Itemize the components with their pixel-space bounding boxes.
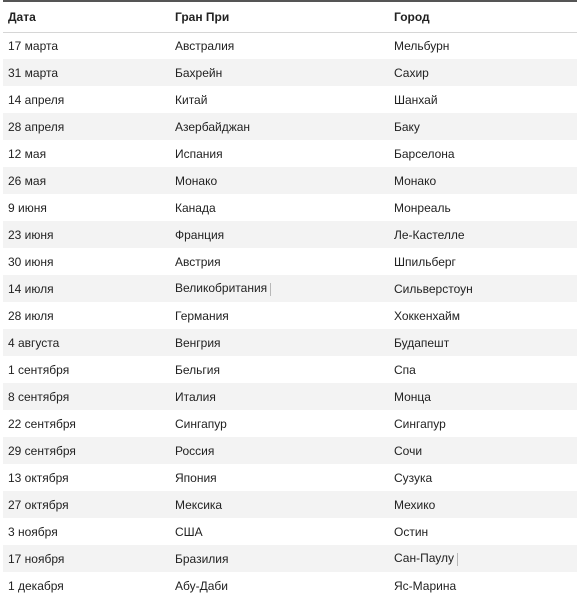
cell-city: Яс-Марина	[394, 578, 457, 593]
cell-date: 23 июня	[8, 227, 54, 242]
cell-grand-prix: Китай	[175, 92, 208, 107]
cell-date: 14 апреля	[8, 92, 65, 107]
cell-city: Монако	[394, 173, 437, 188]
race-schedule-table	[3, 0, 577, 599]
cell-grand-prix-text: Великобритания	[175, 281, 268, 296]
table-row	[3, 383, 577, 410]
table-row	[3, 302, 577, 329]
cell-grand-prix: Австрия	[175, 254, 221, 269]
cell-city: Мельбурн	[394, 38, 450, 53]
header-city: Город	[389, 1, 577, 32]
table-row	[3, 491, 577, 518]
cell-grand-prix: Испания	[175, 146, 223, 161]
cell-city: Баку	[394, 119, 420, 134]
cell-city: Сочи	[394, 443, 423, 458]
table-row	[3, 410, 577, 437]
cell-city: Шанхай	[394, 92, 438, 107]
table-row	[3, 194, 577, 221]
header-date: Дата	[3, 1, 170, 32]
table-row	[3, 329, 577, 356]
table-row	[3, 59, 577, 86]
header-grand-prix: Гран При	[170, 1, 389, 32]
table-row	[3, 167, 577, 194]
text-cursor-mark	[270, 283, 271, 296]
cell-date: 4 августа	[8, 335, 60, 350]
cell-city-text: Сан-Паулу	[394, 551, 454, 566]
header-row	[3, 1, 577, 32]
cell-grand-prix: Италия	[175, 389, 216, 404]
table-row	[3, 518, 577, 545]
cell-city: Сахир	[394, 65, 429, 80]
cell-grand-prix: Сингапур	[175, 416, 227, 431]
cell-grand-prix: Канада	[175, 200, 216, 215]
cell-grand-prix: Бахрейн	[175, 65, 223, 80]
cell-grand-prix	[170, 275, 389, 302]
cell-grand-prix: Мексика	[175, 497, 223, 512]
cell-date: 26 мая	[8, 173, 47, 188]
cell-date: 27 октября	[8, 497, 69, 512]
table-row	[3, 140, 577, 167]
cell-date: 22 сентября	[8, 416, 76, 431]
cell-city: Хоккенхайм	[394, 308, 460, 323]
cell-grand-prix: Абу-Даби	[175, 578, 228, 593]
table-header	[3, 1, 577, 32]
cell-grand-prix: Бразилия	[175, 551, 229, 566]
text-cursor-mark	[457, 553, 458, 566]
table-row	[3, 356, 577, 383]
cell-city: Монреаль	[394, 200, 451, 215]
table-body	[3, 32, 577, 599]
cell-date: 31 марта	[8, 65, 59, 80]
table-row	[3, 572, 577, 599]
cell-date: 14 июля	[8, 281, 54, 296]
cell-date: 30 июня	[8, 254, 54, 269]
cell-grand-prix: США	[175, 524, 203, 539]
cell-city: Шпильберг	[394, 254, 456, 269]
table-row	[3, 437, 577, 464]
cell-city: Будапешт	[394, 335, 450, 350]
table-row	[3, 113, 577, 140]
cell-date: 29 сентября	[8, 443, 76, 458]
cell-date: 17 марта	[8, 38, 59, 53]
cell-city: Остин	[394, 524, 429, 539]
cell-city: Мехико	[394, 497, 436, 512]
cell-city: Барселона	[394, 146, 455, 161]
cell-date: 28 апреля	[8, 119, 65, 134]
table-row	[3, 86, 577, 113]
cell-grand-prix: Бельгия	[175, 362, 220, 377]
cell-grand-prix: Монако	[175, 173, 218, 188]
cell-date: 1 декабря	[8, 578, 64, 593]
cell-city: Сильверстоун	[394, 281, 473, 296]
cell-city: Ле-Кастелле	[394, 227, 465, 242]
cell-date: 3 ноября	[8, 524, 58, 539]
table-row	[3, 221, 577, 248]
cell-date: 12 мая	[8, 146, 47, 161]
table-row	[3, 464, 577, 491]
cell-date: 17 ноября	[8, 551, 65, 566]
cell-grand-prix: Австралия	[175, 38, 235, 53]
cell-city: Спа	[394, 362, 416, 377]
cell-city	[389, 545, 577, 572]
table-row	[3, 248, 577, 275]
table-row	[3, 32, 577, 59]
cell-grand-prix: Франция	[175, 227, 225, 242]
cell-grand-prix: Германия	[175, 308, 229, 323]
cell-date: 9 июня	[8, 200, 47, 215]
cell-grand-prix: Россия	[175, 443, 215, 458]
cell-grand-prix: Азербайджан	[175, 119, 251, 134]
cell-city: Сингапур	[394, 416, 446, 431]
cell-date: 13 октября	[8, 470, 69, 485]
cell-city: Монца	[394, 389, 431, 404]
cell-date: 28 июля	[8, 308, 54, 323]
cell-grand-prix: Япония	[175, 470, 217, 485]
table-row	[3, 545, 577, 572]
cell-date: 8 сентября	[8, 389, 70, 404]
cell-date: 1 сентября	[8, 362, 70, 377]
cell-city: Сузука	[394, 470, 433, 485]
table-row	[3, 275, 577, 302]
cell-grand-prix: Венгрия	[175, 335, 221, 350]
